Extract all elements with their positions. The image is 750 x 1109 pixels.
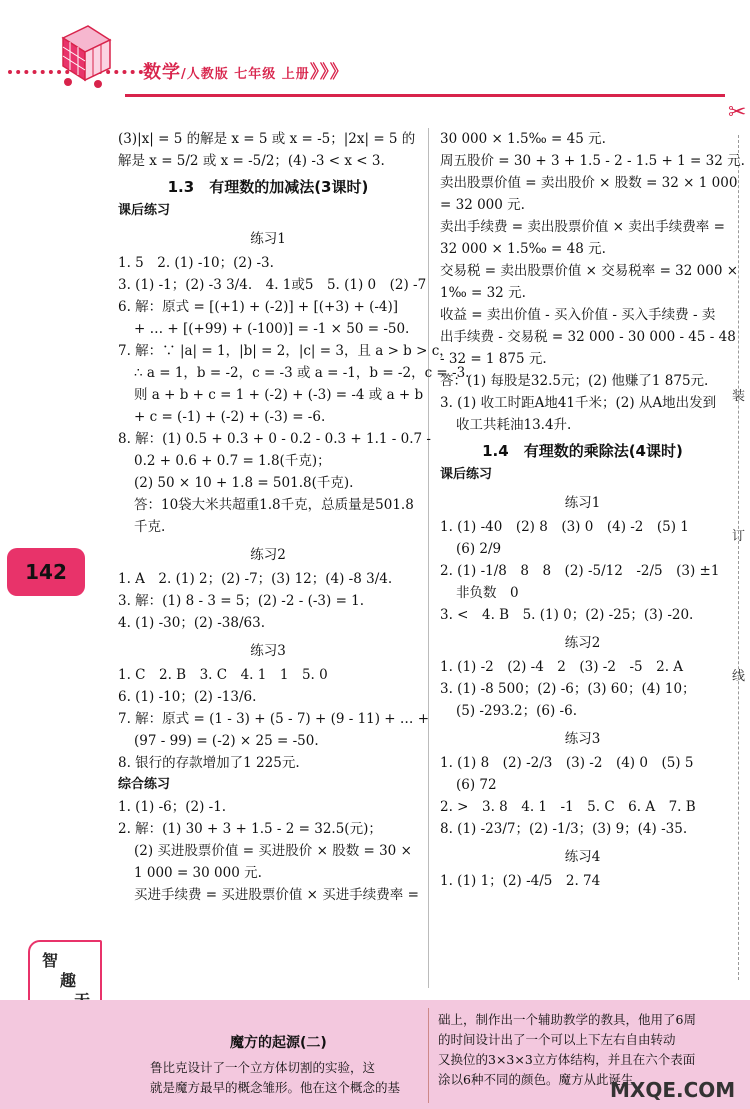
answer-line: 收工共耗油13.4升. — [456, 417, 572, 433]
story-title: 魔方的起源(二) — [230, 1035, 327, 1051]
answer-line: (3)|x| = 5 的解是 x = 5 或 x = -5；|2x| = 5 的 — [118, 131, 416, 147]
story-line: 鲁比克设计了一个立方体切割的实验，这 — [150, 1060, 376, 1075]
subsection-label: 课后练习 — [440, 467, 493, 482]
answer-line: (5) -293.2；(6) -6. — [456, 703, 577, 719]
answer-line: 千克. — [134, 519, 166, 535]
answer-line: 卖出股票价值 = 卖出股价 × 股数 = 32 × 1 000 — [440, 175, 738, 191]
right-column — [440, 128, 745, 892]
column-divider — [428, 128, 429, 988]
answer-line: 6. (1) -10；(2) -13/6. — [118, 689, 257, 705]
subsection-label: 综合练习 — [118, 777, 171, 792]
story-left-text — [150, 1058, 420, 1098]
answer-line: 0.2 + 0.6 + 0.7 = 1.8(千克)； — [134, 453, 331, 469]
answer-line: - 32 = 1 875 元. — [440, 351, 547, 367]
answer-line: 7. 解：∵ |a| = 1，|b| = 2，|c| = 3，且 a > b > c， — [118, 343, 453, 359]
answer-line: 2. > 3. 8 4. 1 -1 5. C 6. A 7. B — [440, 799, 696, 815]
exercise-heading: 练习1 — [250, 231, 286, 247]
exercise-heading: 练习2 — [564, 635, 601, 651]
answer-line: 周五股价 = 30 + 3 + 1.5 - 2 - 1.5 + 1 = 32 元. — [440, 153, 745, 169]
section-heading: 1.4 有理数的乘除法(4课时) — [482, 442, 683, 460]
answer-line: + … + [(+99) + (-100)] = -1 × 50 = -50. — [134, 321, 410, 337]
cut-line — [738, 135, 739, 980]
footer-divider — [428, 1008, 429, 1103]
answer-line: ∴ a = 1，b = -2，c = -3 或 a = -1，b = -2，c = -3. — [134, 365, 470, 381]
answer-line: = 32 000 元. — [440, 197, 525, 213]
subject-label: 数学 — [143, 62, 181, 83]
answer-line: 则 a + b + c = 1 + (-2) + (-3) = -4 或 a + b — [134, 387, 424, 403]
answer-line: 卖出手续费 = 卖出股票价值 × 卖出手续费率 = — [440, 219, 725, 235]
left-column — [118, 128, 470, 906]
answer-line: 出手续费 - 交易税 = 32 000 - 30 000 - 45 - 48 — [440, 329, 736, 345]
answer-line: 7. 解：原式 = (1 - 3) + (5 - 7) + (9 - 11) + … + — [118, 711, 430, 727]
header-rule — [125, 94, 725, 97]
story-line: 涂以6种不同的颜色。魔方从此诞生 — [438, 1072, 634, 1087]
exercise-heading: 练习3 — [250, 643, 286, 659]
exercise-heading: 练习2 — [250, 547, 286, 563]
answer-line: 8. 解：(1) 0.5 + 0.3 + 0 - 0.2 - 0.3 + 1.1 - 0.7 - — [118, 431, 431, 447]
answer-line: 3. (1) -8 500；(2) -6；(3) 60；(4) 10； — [440, 681, 696, 697]
answer-line: 8. 银行的存款增加了1 225元. — [118, 755, 300, 771]
binding-char-2: 订 — [732, 529, 746, 544]
answer-line: 8. (1) -23/7；(2) -1/3；(3) 9；(4) -35. — [440, 821, 688, 837]
exercise-heading: 练习3 — [564, 731, 601, 747]
answer-line: + c = (-1) + (-2) + (-3) = -6. — [134, 409, 326, 425]
page-header — [0, 0, 750, 110]
answer-line: 答：10袋大米共超重1.8千克，总质量是501.8 — [134, 497, 414, 513]
answer-line: 买进手续费 = 买进股票价值 × 买进手续费率 = — [134, 887, 419, 903]
answer-line: 1 000 = 30 000 元. — [134, 865, 262, 881]
scroll-char: 趣 — [60, 971, 77, 990]
answer-line: 30 000 × 1.5‰ = 45 元. — [440, 131, 606, 147]
answer-line: (2) 50 × 10 + 1.8 = 501.8(千克). — [134, 475, 354, 491]
answer-line: 收益 = 卖出价值 - 买入价值 - 买入手续费 - 卖 — [440, 307, 716, 323]
answer-line: 4. (1) -30；(2) -38/63. — [118, 615, 265, 631]
answer-line: 1. (1) -2 (2) -4 2 (3) -2 -5 2. A — [440, 659, 684, 675]
answer-line: 3. (1) -1；(2) -3 3/4. 4. 1或5 5. (1) 0 (2) -7 — [118, 277, 427, 293]
header-title — [143, 58, 349, 84]
exercise-heading: 练习1 — [564, 495, 601, 511]
answer-line: 1. C 2. B 3. C 4. 1 1 5. 0 — [118, 667, 328, 683]
section-heading: 1.3 有理数的加减法(3课时) — [167, 178, 369, 196]
watermark-logo: MXQE.COM — [610, 1078, 736, 1102]
answer-line: 2. (1) -1/8 8 8 (2) -5/12 -2/5 (3) ±1 — [440, 563, 720, 579]
story-line: 础上，制作出一个辅助教学的教具，他用了6周 — [438, 1012, 696, 1027]
edition-label: /人教版 七年级 上册 — [181, 67, 310, 82]
answer-line: (6) 72 — [456, 777, 497, 793]
answer-line: 交易税 = 卖出股票价值 × 交易税率 = 32 000 × — [440, 263, 739, 279]
answer-line: 32 000 × 1.5‰ = 48 元. — [440, 241, 606, 257]
answer-line: 答：(1) 每股是32.5元；(2) 他赚了1 875元. — [440, 373, 709, 389]
answer-line: 1. A 2. (1) 2；(2) -7；(3) 12；(4) -8 3/4. — [118, 571, 393, 587]
answer-line: 解是 x = 5/2 或 x = -5/2；(4) -3 < x < 3. — [118, 153, 385, 169]
answer-line: 1. (1) 1；(2) -4/5 2. 74 — [440, 873, 601, 889]
exercise-heading: 练习4 — [564, 849, 601, 865]
page-number: 142 — [7, 548, 85, 596]
answer-line: 1. (1) 8 (2) -2/3 (3) -2 (4) 0 (5) 5 — [440, 755, 694, 771]
answer-line: 3. 解：(1) 8 - 3 = 5；(2) -2 - (-3) = 1. — [118, 593, 365, 609]
answer-line: (2) 买进股票价值 = 买进股价 × 股数 = 30 × — [134, 843, 412, 859]
answer-line: (6) 2/9 — [456, 541, 502, 557]
answer-line: 3. (1) 收工时距A地41千米；(2) 从A地出发到 — [440, 395, 717, 411]
answer-line: 1‰ = 32 元. — [440, 285, 526, 301]
answer-line: 1. 5 2. (1) -10；(2) -3. — [118, 255, 274, 271]
answer-line: (97 - 99) = (-2) × 25 = -50. — [134, 733, 319, 749]
answer-line: 2. 解：(1) 30 + 3 + 1.5 - 2 = 32.5(元)； — [118, 821, 382, 837]
answer-line: 非负数 0 — [456, 585, 519, 601]
header-arrows: 》》》 — [309, 62, 349, 83]
story-line: 又换位的3×3×3立方体结构，并且在六个表面 — [438, 1052, 696, 1067]
story-line: 的时间设计出了一个可以上下左右自由转动 — [438, 1032, 676, 1047]
binding-char-1: 装 — [732, 389, 746, 404]
binding-char-3: 线 — [732, 669, 746, 684]
answer-line: 1. (1) -40 (2) 8 (3) 0 (4) -2 (5) 1 — [440, 519, 689, 535]
answer-line: 1. (1) -6；(2) -1. — [118, 799, 227, 815]
rubik-cube-icon — [48, 18, 118, 88]
story-line: 就是魔方最早的概念雏形。他在这个概念的基 — [150, 1080, 401, 1095]
answer-line: 6. 解：原式 = [(+1) + (-2)] + [(+3) + (-4)] — [118, 299, 399, 315]
scroll-char: 智 — [42, 951, 59, 970]
scissors-icon: ✂ — [728, 100, 747, 125]
subsection-label: 课后练习 — [118, 203, 171, 218]
answer-line: 3. < 4. B 5. (1) 0；(2) -25；(3) -20. — [440, 607, 694, 623]
